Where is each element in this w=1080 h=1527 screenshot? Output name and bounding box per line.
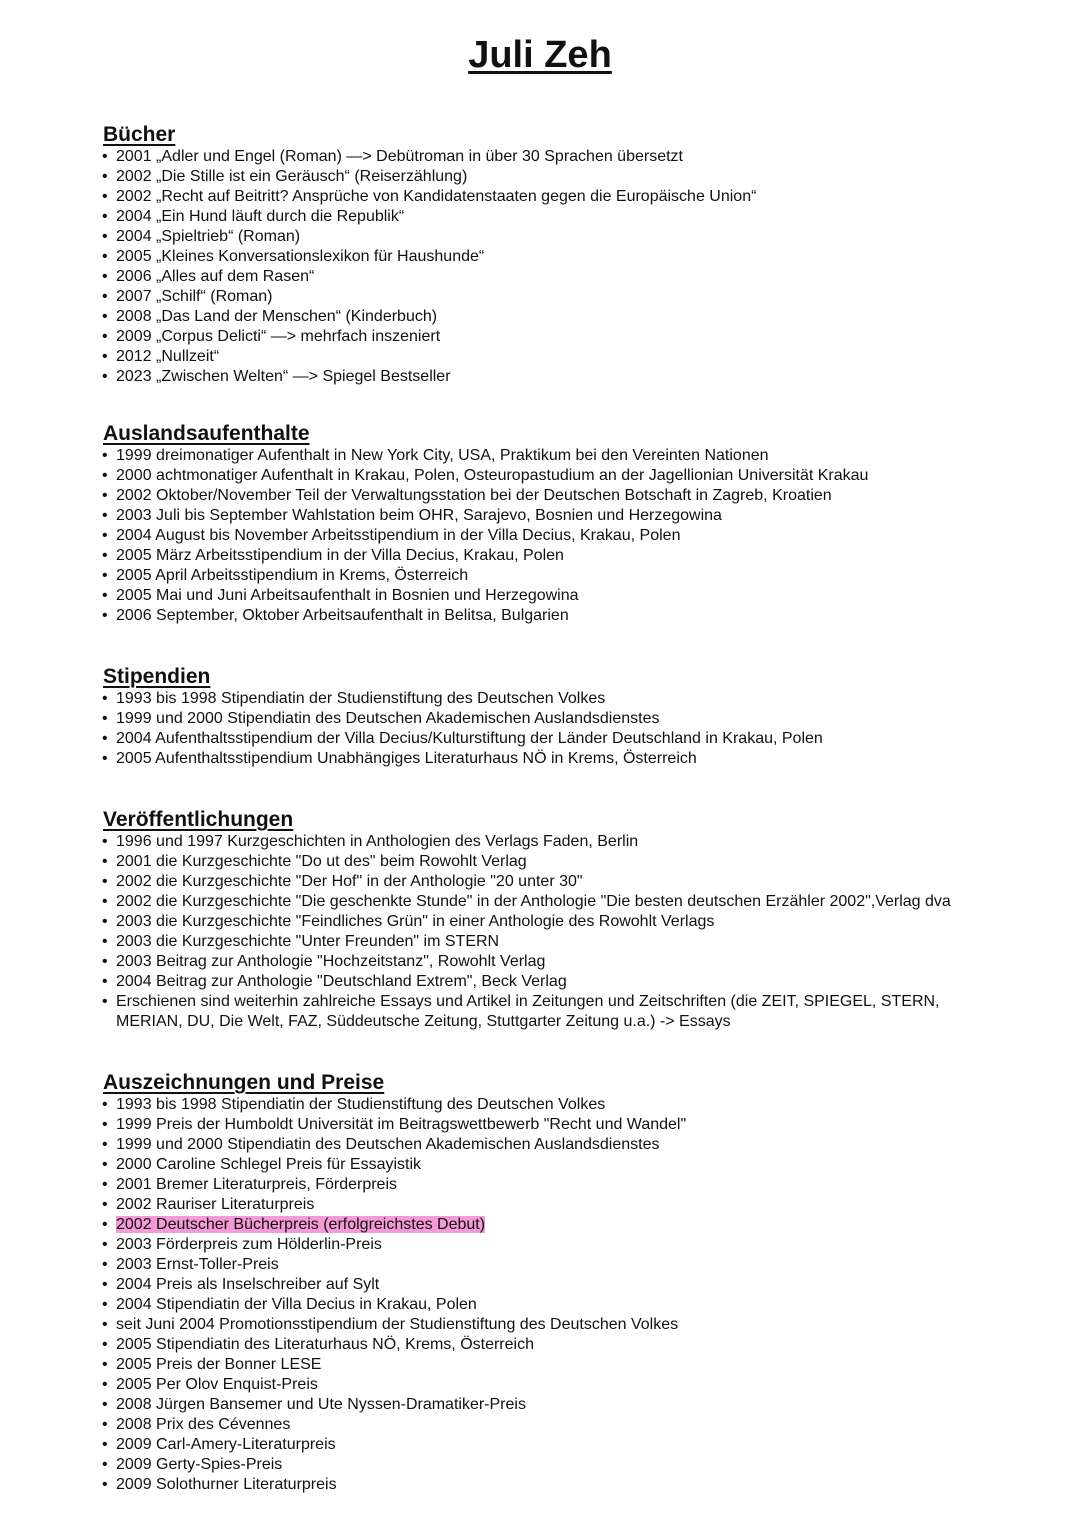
list-item: • 2001 die Kurzgeschichte "Do ut des" beim Rowohlt Verlag: [103, 852, 1063, 872]
list-item: • 2005 Stipendiatin des Literaturhaus NÖ, Krems, Österreich: [103, 1335, 1063, 1355]
bullet-list: [103, 689, 1063, 769]
list-item: • 2005 März Arbeitsstipendium in der Villa Decius, Krakau, Polen: [103, 546, 1063, 566]
list-item: • 2008 Jürgen Bansemer und Ute Nyssen-Dramatiker-Preis: [103, 1395, 1063, 1415]
section-heading: Auslandsaufenthalte: [103, 422, 310, 445]
list-item: • seit Juni 2004 Promotionsstipendium der Studienstiftung des Deutschen Volkes: [103, 1315, 1063, 1335]
list-item: • 2003 Juli bis September Wahlstation beim OHR, Sarajevo, Bosnien und Herzegowina: [103, 506, 1063, 526]
bullet-list: [103, 1095, 1063, 1495]
list-item: • 1996 und 1997 Kurzgeschichten in Anthologien des Verlags Faden, Berlin: [103, 832, 1063, 852]
section-heading: Veröffentlichungen: [103, 808, 294, 831]
list-item: • 2009 Gerty-Spies-Preis: [103, 1455, 1063, 1475]
list-item: • 2005 Aufenthaltsstipendium Unabhängiges Literaturhaus NÖ in Krems, Österreich: [103, 749, 1063, 769]
bullet-list: [103, 446, 1063, 626]
list-item: • 2002 die Kurzgeschichte "Der Hof" in der Anthologie "20 unter 30": [103, 872, 1063, 892]
list-item: • 1993 bis 1998 Stipendiatin der Studienstiftung des Deutschen Volkes: [103, 1095, 1063, 1115]
list-item: • 2002 „Die Stille ist ein Geräusch“ (Reiserzählung): [103, 167, 1063, 187]
list-item: • 2012 „Nullzeit“: [103, 347, 1063, 367]
section-veroeffentlichungen: [103, 808, 1063, 1032]
page-title: Juli Zeh: [468, 34, 612, 76]
section-heading: Bücher: [103, 123, 176, 146]
list-item: • 2003 Beitrag zur Anthologie "Hochzeitstanz", Rowohlt Verlag: [103, 952, 1063, 972]
list-item: • 2002 „Recht auf Beitritt? Ansprüche von Kandidatenstaaten gegen die Europäische Union“: [103, 187, 1063, 207]
list-item: • 2005 Preis der Bonner LESE: [103, 1355, 1063, 1375]
list-item-highlighted: [103, 1215, 1063, 1235]
list-item: • 2004 Preis als Inselschreiber auf Sylt: [103, 1275, 1063, 1295]
section-auslandsaufenthalte: [103, 422, 1063, 626]
list-item: • 2009 Carl-Amery-Literaturpreis: [103, 1435, 1063, 1455]
section-heading: Auszeichnungen und Preise: [103, 1071, 385, 1094]
list-item: • 1999 und 2000 Stipendiatin des Deutschen Akademischen Auslandsdienstes: [103, 709, 1063, 729]
list-item: • 2000 Caroline Schlegel Preis für Essayistik: [103, 1155, 1063, 1175]
list-item: • 2002 Oktober/November Teil der Verwaltungsstation bei der Deutschen Botschaft in Zagreb, Kroatien: [103, 486, 1063, 506]
list-item: • 2005 Mai und Juni Arbeitsaufenthalt in Bosnien und Herzegowina: [103, 586, 1063, 606]
list-item: • 2005 April Arbeitsstipendium in Krems, Österreich: [103, 566, 1063, 586]
list-item: • 2002 die Kurzgeschichte "Die geschenkte Stunde" in der Anthologie "Die besten deutschen Erzähler 2002",Verlag dva: [103, 892, 1063, 912]
list-item: • 2004 Aufenthaltsstipendium der Villa Decius/Kulturstiftung der Länder Deutschland in Krakau, Polen: [103, 729, 1063, 749]
list-item: • 2006 September, Oktober Arbeitsaufenthalt in Belitsa, Bulgarien: [103, 606, 1063, 626]
section-buecher: [103, 123, 1063, 387]
bullet-list: [103, 147, 1063, 387]
list-item: • 2001 „Adler und Engel (Roman) —> Debütroman in über 30 Sprachen übersetzt: [103, 147, 1063, 167]
list-item: • 2003 Förderpreis zum Hölderlin-Preis: [103, 1235, 1063, 1255]
bullet-list: [103, 832, 1063, 1032]
list-item: • 2008 „Das Land der Menschen“ (Kinderbuch): [103, 307, 1063, 327]
highlight-mark: 2002 Deutscher Bücherpreis (erfolgreichstes Debut): [116, 1216, 486, 1233]
list-item: • 1999 und 2000 Stipendiatin des Deutschen Akademischen Auslandsdienstes: [103, 1135, 1063, 1155]
list-item: • 2003 die Kurzgeschichte "Unter Freunden" im STERN: [103, 932, 1063, 952]
list-item: • 1999 Preis der Humboldt Universität im Beitragswettbewerb "Recht und Wandel": [103, 1115, 1063, 1135]
list-item: • 2005 Per Olov Enquist-Preis: [103, 1375, 1063, 1395]
list-item: • 2002 Rauriser Literaturpreis: [103, 1195, 1063, 1215]
list-item: • 2003 Ernst-Toller-Preis: [103, 1255, 1063, 1275]
list-item: • 2004 Stipendiatin der Villa Decius in Krakau, Polen: [103, 1295, 1063, 1315]
section-stipendien: [103, 665, 1063, 769]
list-item: • 2009 Solothurner Literaturpreis: [103, 1475, 1063, 1495]
section-heading: Stipendien: [103, 665, 211, 688]
list-item: • Erschienen sind weiterhin zahlreiche Essays und Artikel in Zeitungen und Zeitschriften (die ZEIT, SPIEGEL, STERN, MERIAN, DU, Die Welt, FAZ, Süddeutsche Zeitung, Stuttgarter Zeitung u.a.) -> Essays: [103, 992, 976, 1032]
list-item: • 2006 „Alles auf dem Rasen“: [103, 267, 1063, 287]
list-item: • 1993 bis 1998 Stipendiatin der Studienstiftung des Deutschen Volkes: [103, 689, 1063, 709]
list-item: • 2001 Bremer Literaturpreis, Förderpreis: [103, 1175, 1063, 1195]
list-item: • 2000 achtmonatiger Aufenthalt in Krakau, Polen, Osteuropastudium an der Jagellionian Universität Krakau: [103, 466, 1063, 486]
list-item: • 2004 „Spieltrieb“ (Roman): [103, 227, 1063, 247]
list-item: • 2008 Prix des Cévennes: [103, 1415, 1063, 1435]
list-item: • 2007 „Schilf“ (Roman): [103, 287, 1063, 307]
section-auszeichnungen: [103, 1071, 1063, 1495]
list-item: • 2004 August bis November Arbeitsstipendium in der Villa Decius, Krakau, Polen: [103, 526, 1063, 546]
list-item: • 2003 die Kurzgeschichte "Feindliches Grün" in einer Anthologie des Rowohlt Verlags: [103, 912, 1063, 932]
list-item: • 2009 „Corpus Delicti“ —> mehrfach inszeniert: [103, 327, 1063, 347]
list-item: • 2004 Beitrag zur Anthologie "Deutschland Extrem", Beck Verlag: [103, 972, 1063, 992]
list-item: • 2004 „Ein Hund läuft durch die Republik“: [103, 207, 1063, 227]
list-item: • 1999 dreimonatiger Aufenthalt in New York City, USA, Praktikum bei den Vereinten Nationen: [103, 446, 1063, 466]
list-item: • 2023 „Zwischen Welten“ —> Spiegel Bestseller: [103, 367, 1063, 387]
list-item: • 2005 „Kleines Konversationslexikon für Haushunde“: [103, 247, 1063, 267]
